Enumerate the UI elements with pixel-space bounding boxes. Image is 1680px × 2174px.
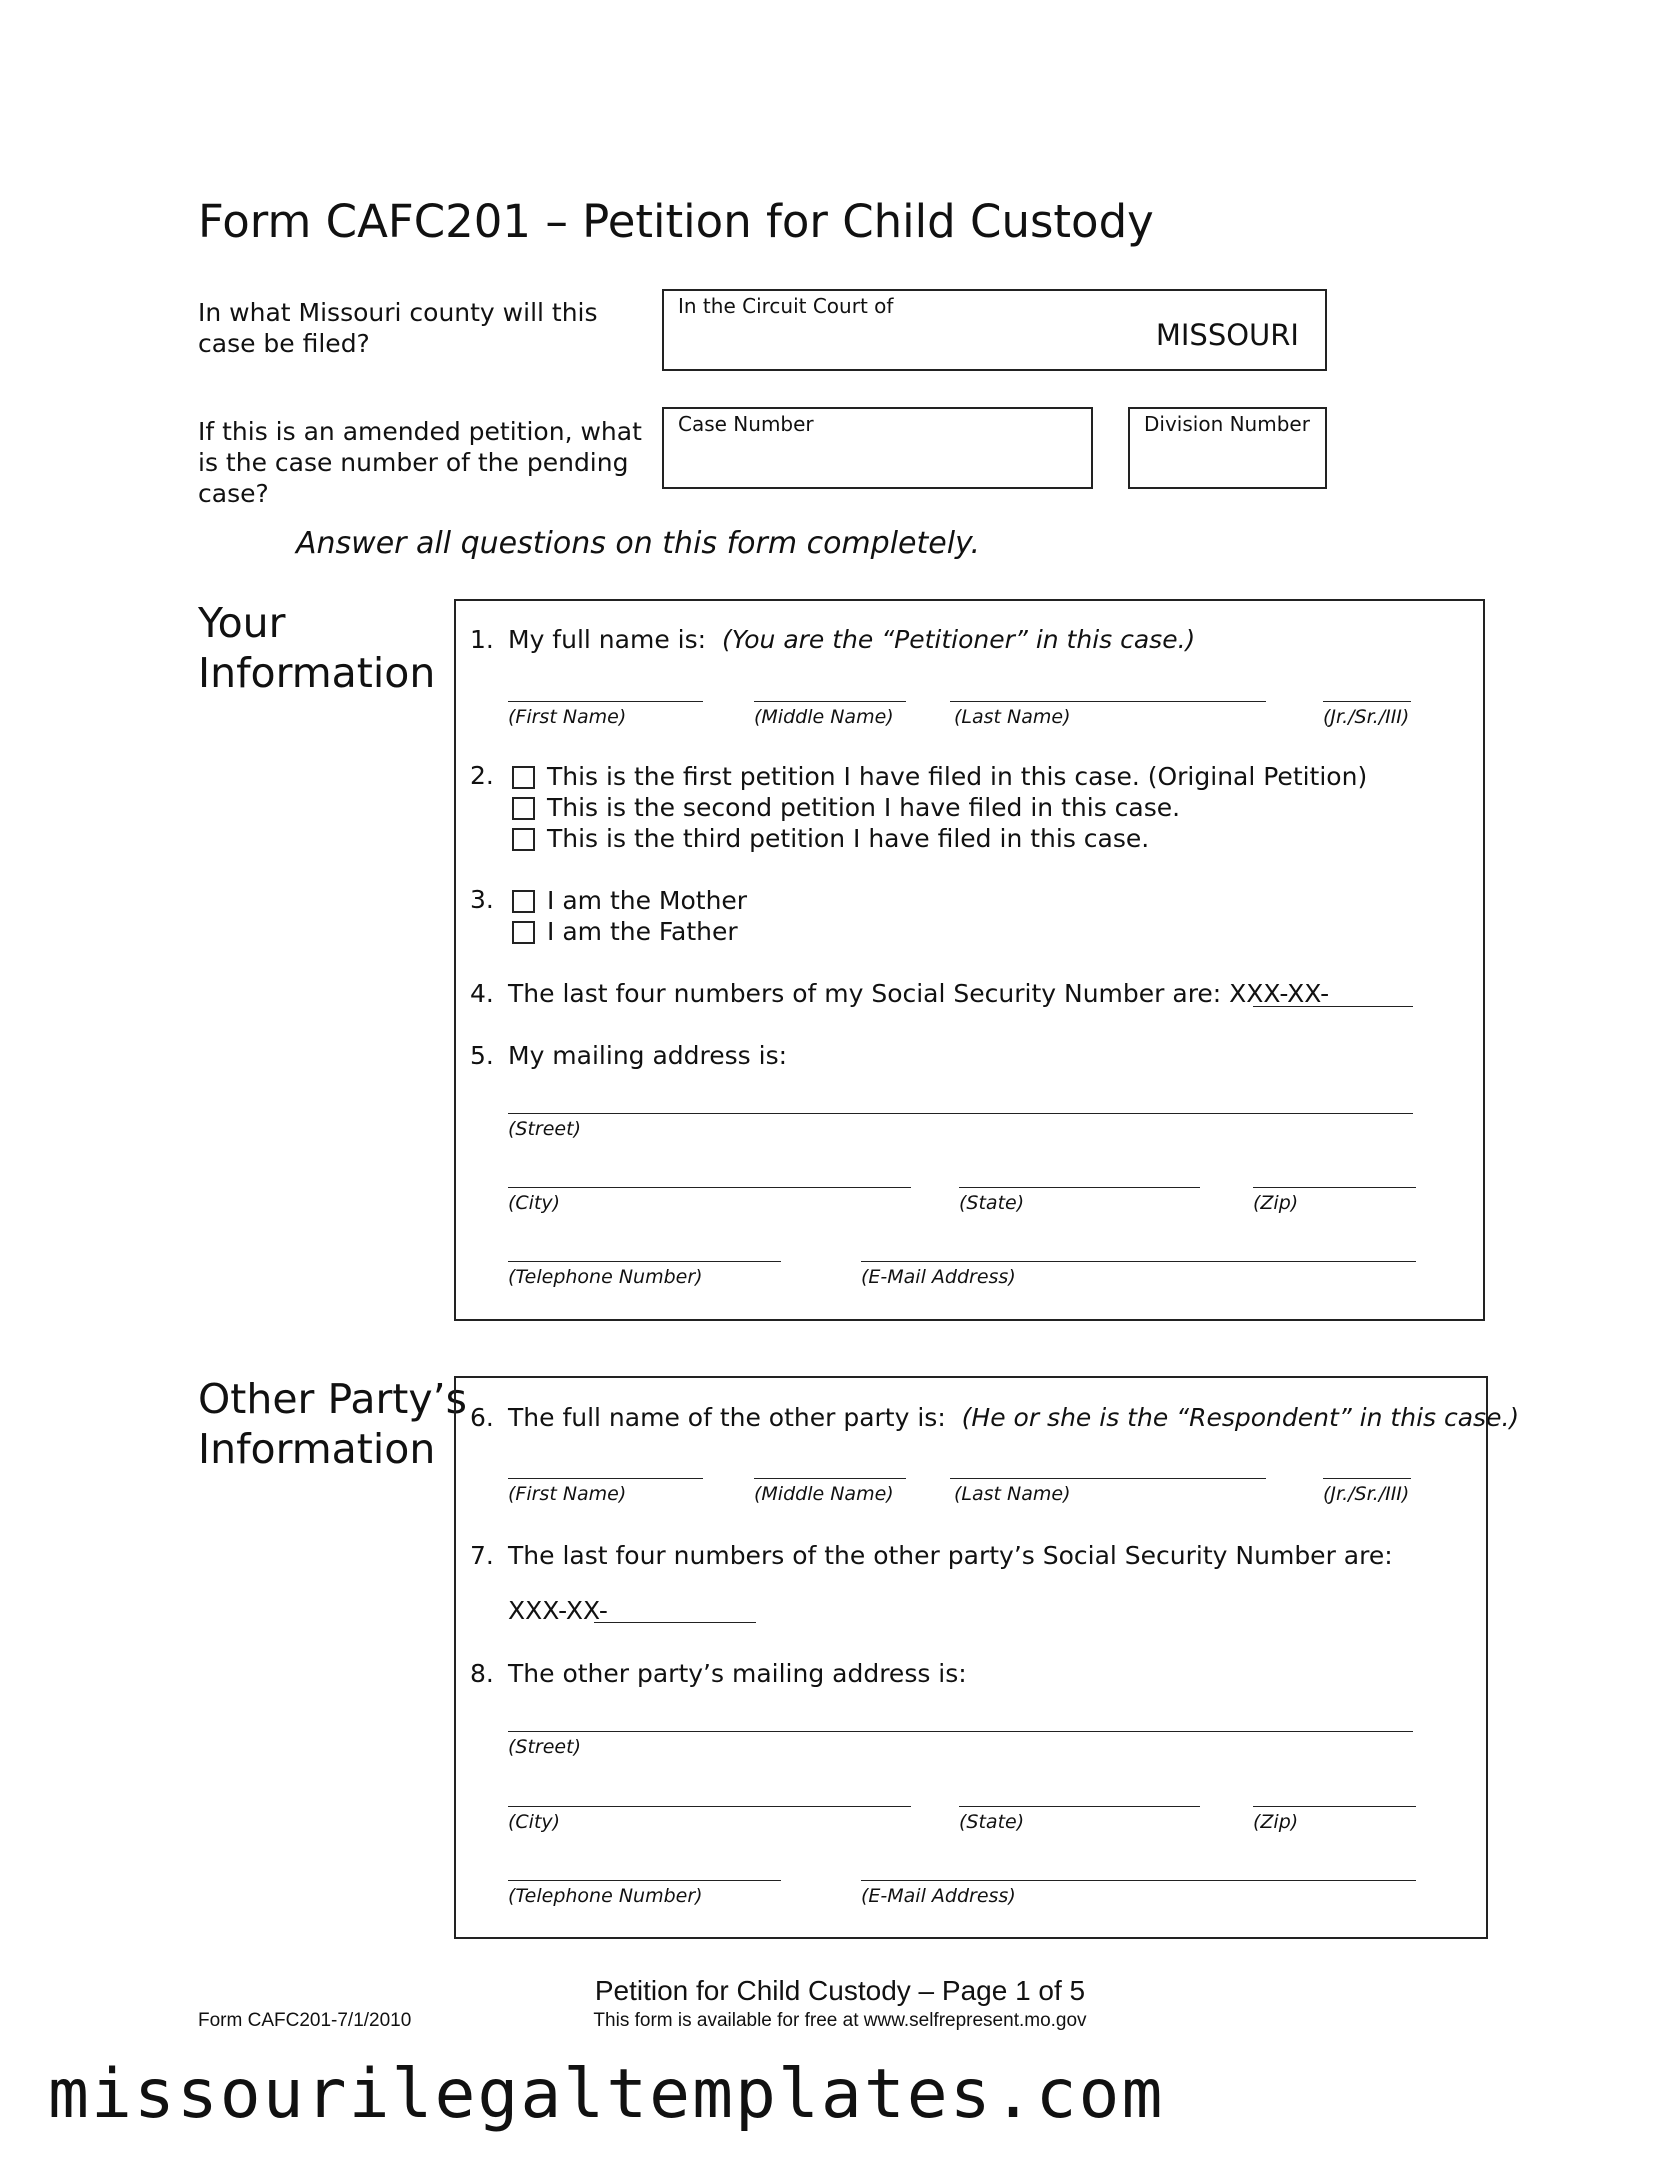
- second-petition-checkbox[interactable]: [512, 797, 535, 820]
- other-ssn-line[interactable]: [594, 1622, 756, 1623]
- state-caption: (State): [959, 1192, 1025, 1214]
- watermark: missourilegaltemplates.com: [48, 2055, 1165, 2134]
- other-city-caption: (City): [508, 1811, 561, 1833]
- county-question: In what Missouri county will this case be filed?: [198, 298, 598, 358]
- amended-question: If this is an amended petition, what is the case number of the pending case?: [198, 417, 642, 508]
- q1-text: My full name is: (You are the “Petitioner” in this case.): [508, 625, 1196, 654]
- ssn-line[interactable]: [1253, 1006, 1413, 1007]
- case-number-label: Case Number: [678, 412, 814, 436]
- other-first-name-line[interactable]: [508, 1478, 703, 1479]
- other-zip-caption: (Zip): [1253, 1811, 1299, 1833]
- first-name-line[interactable]: [508, 701, 703, 702]
- q7-ssn-prefix: XXX-XX-: [508, 1596, 608, 1625]
- other-zip-line[interactable]: [1253, 1806, 1416, 1807]
- zip-caption: (Zip): [1253, 1192, 1299, 1214]
- instruction: Answer all questions on this form completely.: [296, 526, 981, 561]
- email-line[interactable]: [861, 1261, 1416, 1262]
- q7-text: The last four numbers of the other party’s Social Security Number are:: [508, 1541, 1393, 1570]
- q8-text: The other party’s mailing address is:: [508, 1659, 967, 1688]
- street-line[interactable]: [508, 1113, 1413, 1114]
- other-phone-caption: (Telephone Number): [508, 1885, 703, 1907]
- mother-checkbox[interactable]: [512, 890, 535, 913]
- other-middle-name-line[interactable]: [754, 1478, 906, 1479]
- first-name-caption: (First Name): [508, 706, 627, 728]
- q8-number: 8.: [470, 1659, 494, 1688]
- case-number-box[interactable]: [662, 407, 1093, 489]
- other-suffix-line[interactable]: [1323, 1478, 1411, 1479]
- phone-caption: (Telephone Number): [508, 1266, 703, 1288]
- mother-label: I am the Mother: [547, 886, 748, 915]
- third-petition-checkbox[interactable]: [512, 828, 535, 851]
- other-street-caption: (Street): [508, 1736, 581, 1758]
- email-caption: (E-Mail Address): [861, 1266, 1016, 1288]
- last-name-caption: (Last Name): [954, 706, 1071, 728]
- other-middle-name-caption: (Middle Name): [754, 1483, 894, 1505]
- other-email-caption: (E-Mail Address): [861, 1885, 1016, 1907]
- other-first-name-caption: (First Name): [508, 1483, 627, 1505]
- phone-line[interactable]: [508, 1261, 781, 1262]
- other-state-caption: (State): [959, 1811, 1025, 1833]
- q5-text: My mailing address is:: [508, 1041, 788, 1070]
- first-petition-checkbox[interactable]: [512, 766, 535, 789]
- q7-number: 7.: [470, 1541, 494, 1570]
- your-info-panel: [454, 599, 1485, 1321]
- father-label: I am the Father: [547, 917, 738, 946]
- father-checkbox[interactable]: [512, 921, 535, 944]
- other-state-line[interactable]: [959, 1806, 1200, 1807]
- q1-number: 1.: [470, 625, 494, 654]
- zip-line[interactable]: [1253, 1187, 1416, 1188]
- other-street-line[interactable]: [508, 1731, 1413, 1732]
- other-suffix-caption: (Jr./Sr./III): [1323, 1483, 1410, 1505]
- other-phone-line[interactable]: [508, 1880, 781, 1881]
- q5-number: 5.: [470, 1041, 494, 1070]
- footer-form-id: Form CAFC201-7/1/2010: [198, 2010, 412, 2031]
- other-last-name-line[interactable]: [950, 1478, 1266, 1479]
- middle-name-caption: (Middle Name): [754, 706, 894, 728]
- q2-number: 2.: [470, 761, 494, 790]
- last-name-line[interactable]: [950, 701, 1266, 702]
- q6-text: The full name of the other party is: (He or she is the “Respondent” in this case.): [508, 1403, 1520, 1432]
- division-number-box[interactable]: [1128, 407, 1327, 489]
- footer-page-title: Petition for Child Custody – Page 1 of 5: [594, 1975, 1086, 2006]
- circuit-court-box[interactable]: [662, 289, 1327, 371]
- second-petition-label: This is the second petition I have filed in this case.: [547, 793, 1181, 822]
- city-line[interactable]: [508, 1187, 911, 1188]
- state-label: MISSOURI: [1155, 318, 1299, 352]
- other-email-line[interactable]: [861, 1880, 1416, 1881]
- page-title: Form CAFC201 – Petition for Child Custody: [198, 195, 1154, 248]
- third-petition-label: This is the third petition I have filed in this case.: [547, 824, 1150, 853]
- q6-number: 6.: [470, 1403, 494, 1432]
- circuit-court-label: In the Circuit Court of: [678, 294, 894, 318]
- city-caption: (City): [508, 1192, 561, 1214]
- division-number-label: Division Number: [1144, 412, 1310, 436]
- other-info-panel: [454, 1376, 1520, 1939]
- suffix-caption: (Jr./Sr./III): [1323, 706, 1410, 728]
- first-petition-label: This is the first petition I have filed in this case. (Original Petition): [547, 762, 1368, 791]
- other-city-line[interactable]: [508, 1806, 911, 1807]
- section-title-other-info: Other Party’s Information: [198, 1375, 468, 1473]
- section-title-your-info: Your Information: [198, 599, 436, 697]
- q4-text: The last four numbers of my Social Security Number are: XXX-XX-: [508, 979, 1330, 1008]
- other-last-name-caption: (Last Name): [954, 1483, 1071, 1505]
- suffix-line[interactable]: [1323, 701, 1411, 702]
- middle-name-line[interactable]: [754, 701, 906, 702]
- street-caption: (Street): [508, 1118, 581, 1140]
- state-line[interactable]: [959, 1187, 1200, 1188]
- footer-availability: This form is available for free at www.selfrepresent.mo.gov: [593, 2010, 1087, 2031]
- q3-number: 3.: [470, 885, 494, 914]
- q4-number: 4.: [470, 979, 494, 1008]
